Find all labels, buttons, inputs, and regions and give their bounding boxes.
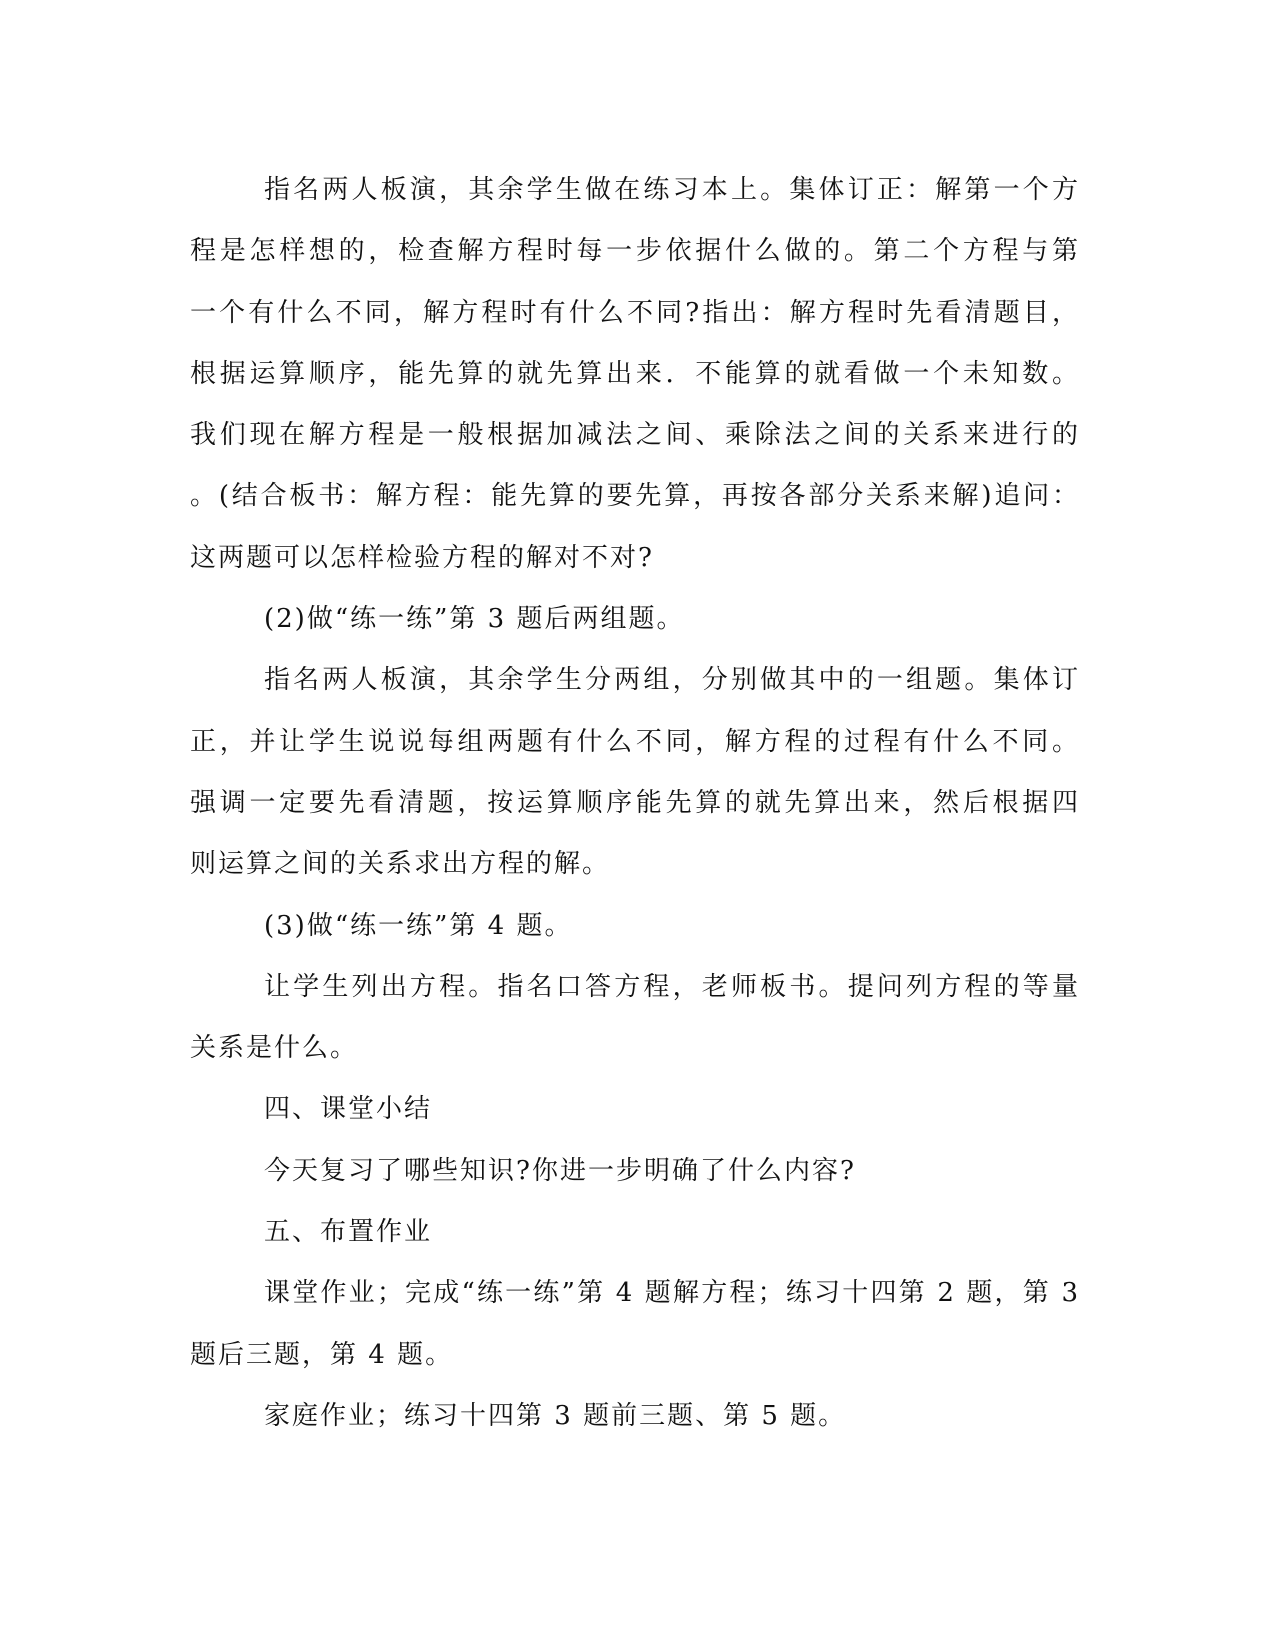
text-line: 正，并让学生说说每组两题有什么不同，解方程的过程有什么不同。 (190, 726, 1080, 757)
text-line: 关系是什么。 (190, 1033, 359, 1064)
text-line: 今天复习了哪些知识?你进一步明确了什么内容? (264, 1155, 856, 1186)
text-line: 强调一定要先看清题，按运算顺序能先算的就先算出来，然后根据四 (190, 787, 1080, 818)
text-line: 。(结合板书：解方程：能先算的要先算，再按各部分关系来解)追问： (190, 481, 1080, 512)
document-body (190, 160, 1080, 1447)
text-line: 则运算之间的关系求出方程的解。 (190, 849, 611, 880)
text-line: 这两题可以怎样检验方程的解对不对? (190, 542, 654, 573)
text-line: 一个有什么不同，解方程时有什么不同?指出：解方程时先看清题目， (190, 297, 1080, 328)
text-line: 课堂作业；完成“练一练”第 4 题解方程；练习十四第 2 题，第 3 (264, 1278, 1080, 1309)
section-heading-homework: 五、布置作业 (264, 1217, 433, 1248)
text-line: 根据运算顺序，能先算的就先算出来．不能算的就看做一个未知数。 (190, 358, 1080, 389)
text-line: 指名两人板演，其余学生分两组，分别做其中的一组题。集体订 (264, 665, 1080, 696)
text-line: 让学生列出方程。指名口答方程，老师板书。提问列方程的等量 (264, 971, 1080, 1002)
section-item-3: (3)做“练一练”第 4 题。 (264, 910, 573, 941)
text-line: 题后三题，第 4 题。 (190, 1339, 454, 1370)
text-line: 家庭作业；练习十四第 3 题前三题、第 5 题。 (264, 1400, 847, 1431)
text-line: 程是怎样想的，检查解方程时每一步依据什么做的。第二个方程与第 (190, 236, 1080, 267)
text-line: 指名两人板演，其余学生做在练习本上。集体订正：解第一个方 (264, 175, 1080, 205)
text-line: 我们现在解方程是一般根据加减法之间、乘除法之间的关系来进行的 (190, 420, 1080, 451)
section-heading-summary: 四、课堂小结 (264, 1094, 433, 1125)
section-item-2: (2)做“练一练”第 3 题后两组题。 (264, 604, 685, 635)
